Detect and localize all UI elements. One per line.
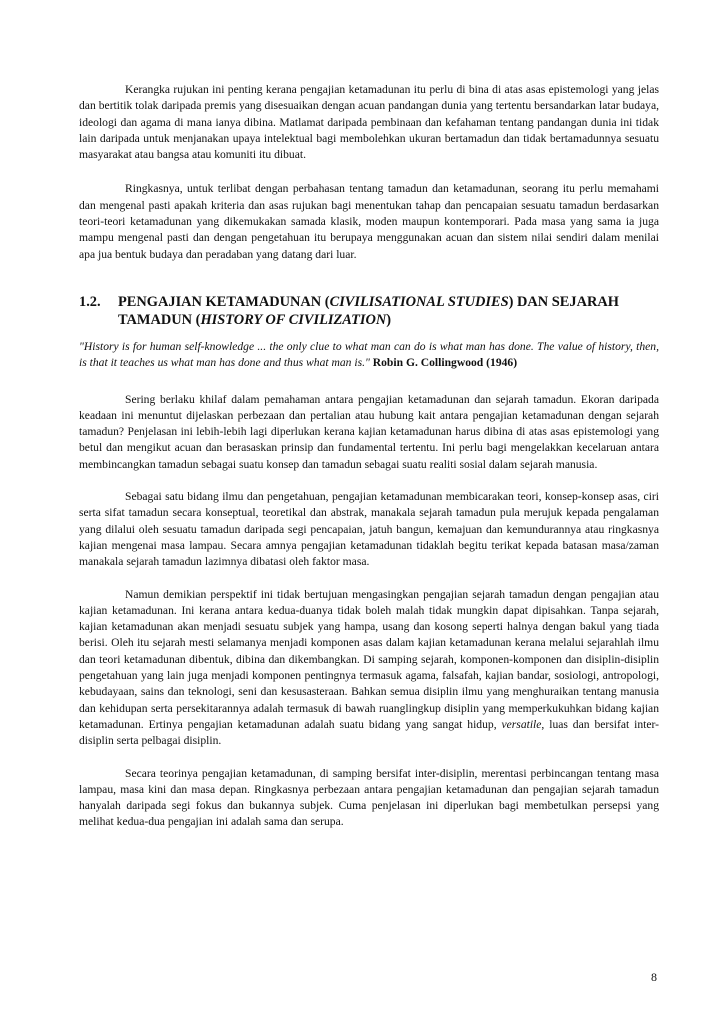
section-heading [79, 293, 659, 329]
section-title-italic: CIVILISATIONAL STUDIES [329, 293, 509, 310]
section-title [118, 293, 659, 329]
paragraph-secara-teorinya: Secara teorinya pengajian ketamadunan, di samping bersifat inter-disiplin, merentasi perbincangan tentang masa lampau, masa kini dan masa depan. Ringkasnya perbezaan antara pengajian ketamadunan dan pengajian sejarah tamadun hanyalah daripada segi fokus dan bukannya subjek. Cuma penjelasan ini diperlukan bagi membetulkan persepsi yang melihat kedua-dua pengajian ini adalah sama dan serupa. [79, 766, 659, 829]
paragraph-sebagai: Sebagai satu bidang ilmu dan pengetahuan, pengajian ketamadunan membicarakan teori, konsep-konsep asas, ciri serta sifat tamadun secara konseptual, teoretikal dan abstrak, manakala sejarah tamadun pula merujuk kepada pengalaman yang dilalui oleh sesuatu tamadun daripada segi pencapaian, jatuh bangun, kemajuan dan kemundurannya atau ringkasnya kajian mengenai masa lampau. Secara amnya pengajian ketamadunan tidaklah begitu terikat kepada batasan masa/zaman manakala sejarah tamadun lazimnya dibatasi oleh faktor masa. [79, 490, 659, 569]
section-title-part: ) DAN SEJARAH TAMADUN ( [118, 293, 619, 328]
quote-text: "History is for human self-knowledge ... the only clue to what man can do is what man has done. The value of history, then, is that it teaches us what man has done and thus what man is." [79, 339, 659, 370]
section-number: 1.2. [79, 293, 101, 310]
paragraph-ringkasnya: Ringkasnya, untuk terlibat dengan perbahasan tentang tamadun dan ketamadunan, seorang itu perlu memahami dan mengenal pasti apakah kriteria dan asas rujukan bagi menentukan tahap dan pencapaian sesuatu tamadun berdasarkan teori-teori ketamadunan yang dikemukakan samada klasik, moden maupun kontemporari. Pada masa yang sama ia juga mampu mengenal pasti dan dengan pengetahuan itu berupaya menggunakan acuan dan sistem nilai sendiri dalam menilai apa jua bentuk budaya dan peradaban yang datang dari luar. [79, 182, 659, 261]
paragraph-italic-term: versatile [501, 717, 542, 731]
paragraph-sering: Sering berlaku khilaf dalam pemahaman antara pengajian ketamadunan dan sejarah tamadun. Ekoran daripada keadaan ini menuntut dijelaskan perbezaan dan pertalian atau hubung kait antara pengajian ketamadunan dengan sejarah tamadun? Penjelasan ini lebih-lebih lagi diperlukan kerana kajian ketamadunan harus dibina di atas asas epistemologi yang betul dan mengikut acuan dan berasaskan prinsip dan fundamental tertentu. Ini perlu bagi mengelakkan kecelaruan antara membincangkan tamadun sebagai suatu konsep dan tamadun sebagai suatu realiti sosial dalam sejarah manusia. [79, 392, 659, 471]
section-title-part: ) [386, 311, 392, 328]
paragraph-namun [79, 587, 659, 750]
section-title-part: PENGAJIAN KETAMADUNAN ( [118, 293, 330, 310]
page-number: 8 [651, 970, 657, 984]
epigraph-quote [79, 339, 659, 372]
paragraph-kerangka: Kerangka rujukan ini penting kerana pengajian ketamadunan itu perlu di bina di atas asas epistemologi yang jelas dan bertitik tolak daripada premis yang disesuaikan dengan acuan pandangan dunia yang tertentu bersandarkan latar budaya, ideologi dan agama di mana ianya dibina. Matlamat daripada pembinaan dan kefahaman tentang pandangan dunia ini tidak lain daripada untuk menjanakan upaya intelektual bagi membolehkan ukuran bertamadun dan tidak bertamadunnya sesuatu masyarakat atau bangsa atau komuniti itu dibuat. [79, 83, 659, 162]
document-page [79, 82, 659, 847]
paragraph-text: Namun demikian perspektif ini tidak bertujuan mengasingkan pengajian sejarah tamadun dengan pengajian atau kajian ketamadunan. Ini kerana antara kedua-duanya tidak boleh malah tidak mungkin dapat dipisahkan. Tanpa sejarah, kajian ketamadunan akan menjadi sesuatu subjek yang hampa, usang dan kosong seperti halnya dengan bakul yang tiada berisi. Oleh itu sejarah mesti selamanya menjadi komponen asas dalam kajian ketamadunan kerana melalui sejarahlah ilmu dan teori ketamadunan dibentuk, dibina dan dikembangkan. Di samping sejarah, komponen-komponen dan disiplin-disiplin pengetahuan yang lain juga menjadi komponen pentingnya termasuk agama, falsafah, kajian bandar, sosiologi, antropologi, kebudayaan, sains dan teknologi, seni dan kesusasteraan. Bahkan semua disiplin ilmu yang menghuraikan tentang manusia dan kehidupan serta persekitarannya adalah termasuk di bawah ruanglingkup disiplin yang memperkukuhkan bidang kajian ketamadunan. Ertinya pengajian ketamadunan adalah suatu bidang yang sangat hidup, [79, 587, 659, 731]
section-title-italic: HISTORY OF CIVILIZATION [200, 311, 387, 328]
paragraph-text: , luas dan bersifat inter-disiplin serta pelbagai disiplin. [79, 717, 659, 748]
quote-author: Robin G. Collingwood (1946) [372, 356, 518, 370]
